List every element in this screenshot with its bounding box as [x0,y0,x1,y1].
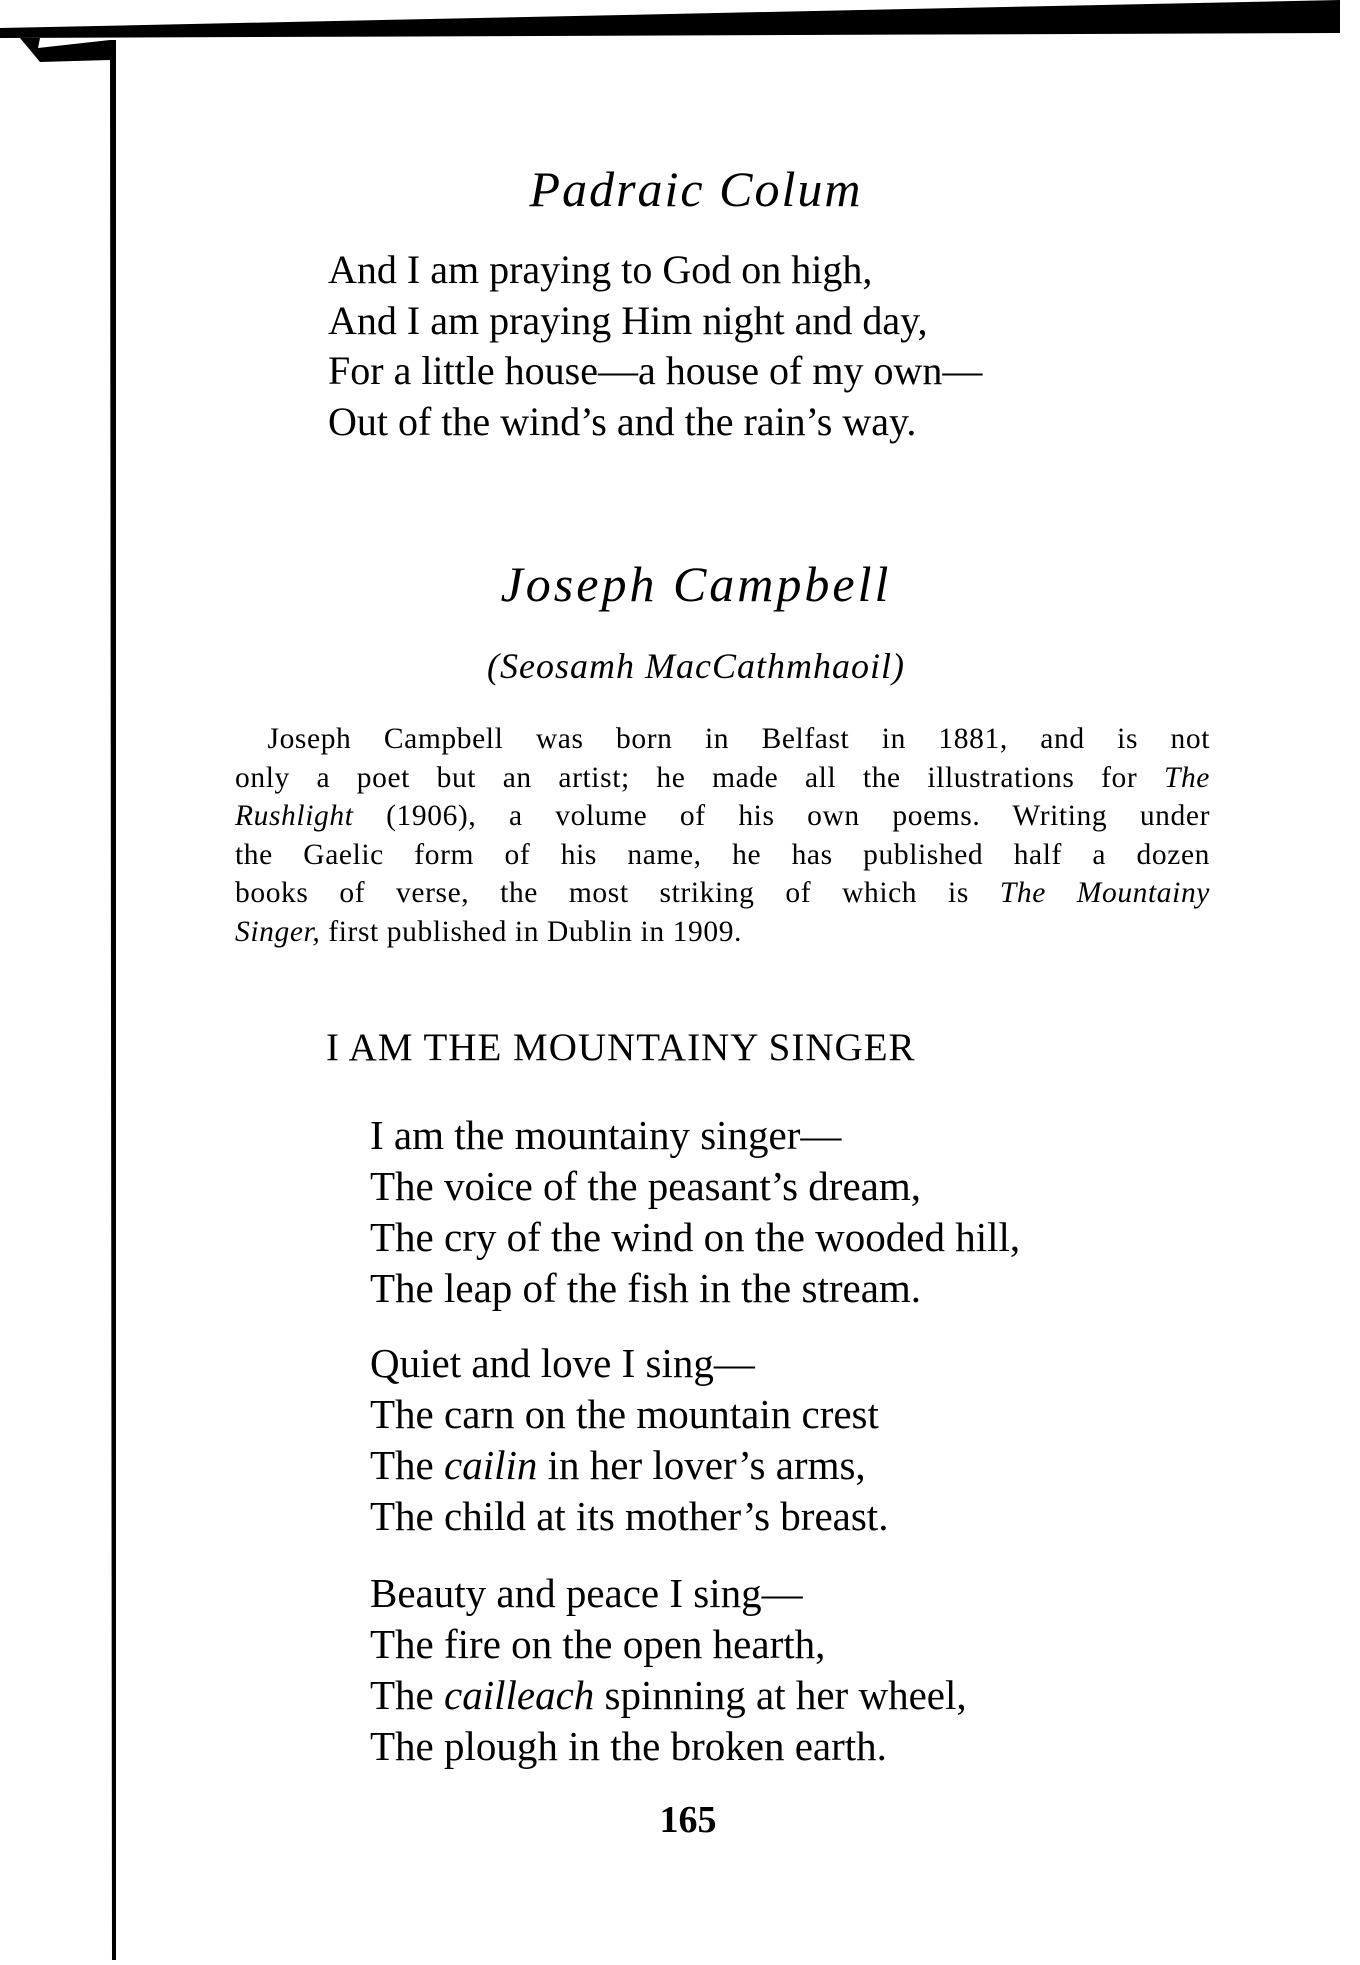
poem-title: I AM THE MOUNTAINY SINGER [326,1026,916,1069]
bio-line: Rushlight (1906), a volume of his own poems. Writing under [235,800,1210,832]
bio-line: Joseph Campbell was born in Belfast in 1881, and is not [267,723,1210,755]
verse-line: Out of the wind’s and the rain’s way. [328,398,917,444]
verse-line: The fire on the open hearth, [370,1621,826,1667]
verse-line: For a little house—a house of my own— [328,348,983,393]
verse-line: I am the mountainy singer— [370,1112,842,1158]
verse-line: The cry of the wind on the wooded hill, [370,1214,1021,1260]
verse-line: Beauty and peace I sing— [370,1570,803,1616]
verse-line: The child at its mother’s breast. [370,1493,889,1539]
bio-line: only a poet but an artist; he made all the illustrations for The [235,761,1210,794]
author-heading-colum: Padraic Colum [529,161,863,217]
poem-stanza-2 [370,1338,888,1542]
bio-line: the Gaelic form of his name, he has published half a dozen [235,838,1210,871]
verse-line: The leap of the fish in the stream. [370,1265,922,1311]
verse-line: Quiet and love I sing— [370,1340,755,1386]
verse-line: The voice of the peasant’s dream, [370,1163,921,1209]
author-bio [235,720,1210,951]
bio-line: books of verse, the most striking of which is The Mountainy [235,877,1210,909]
verse-line: And I am praying Him night and day, [328,297,928,343]
verse-line: The cailleach spinning at her wheel, [370,1672,967,1718]
poem-stanza-1 [370,1110,1020,1314]
poem-stanza-3 [370,1568,967,1772]
page-number: 165 [659,1799,717,1841]
verse-line: The plough in the broken earth. [370,1723,887,1769]
colum-verse [328,245,982,447]
verse-line: The cailin in her lover’s arms, [370,1442,866,1488]
bio-line: Singer, first published in Dublin in 1909. [235,915,743,948]
gaelic-name: (Seosamh MacCathmhaoil) [487,646,905,686]
verse-line: And I am praying to God on high, [328,247,873,292]
verse-line: The carn on the mountain crest [370,1391,879,1437]
author-heading-campbell: Joseph Campbell [500,556,892,612]
